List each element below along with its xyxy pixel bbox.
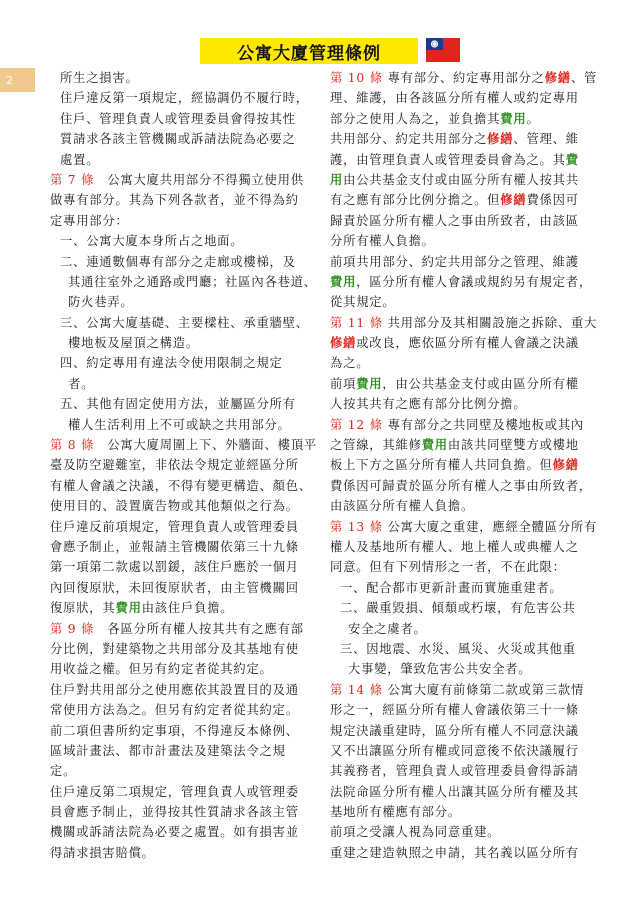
text-line xyxy=(330,578,598,598)
text-segment: 、管理、維 xyxy=(513,132,579,147)
article-number: 第 14 條 xyxy=(330,682,383,697)
text-segment: 有之應有部分比例分擔之。但 xyxy=(330,193,501,208)
highlighted-term: 費用 xyxy=(500,110,527,126)
text-line xyxy=(330,435,598,455)
text-segment: 由該住戶負擔。 xyxy=(141,601,234,616)
text-line xyxy=(330,211,598,231)
text-segment: 權人生活利用上不可或缺之共用部分。 xyxy=(68,417,291,432)
highlighted-term: 修繕 xyxy=(487,131,514,147)
text-line xyxy=(330,822,598,842)
text-segment: 其義務者，管理負責人或管理委員會得訴請 xyxy=(330,764,579,779)
text-segment: 由該共同壁雙方或樓地 xyxy=(447,438,579,453)
text-line xyxy=(330,333,598,353)
text-segment: 費係因可歸責於區分所有權人之事由所致者， xyxy=(330,478,592,493)
highlighted-term: 用 xyxy=(330,171,344,187)
text-segment: 共用部分、約定共用部分之 xyxy=(330,132,488,147)
text-line xyxy=(50,170,308,190)
text-segment: 質請求各該主管機關或訴請法院為必要之 xyxy=(60,132,296,147)
text-segment: 公寓大廈周圍上下、外牆面、樓頂平 xyxy=(94,438,317,453)
text-line xyxy=(50,455,308,475)
text-segment: ，由公共基金支付或由區分所有權 xyxy=(382,376,579,391)
text-segment: 得請求損害賠償。 xyxy=(50,845,155,860)
text-segment: 二、嚴重毀損、傾頹或朽壞，有危害公共 xyxy=(340,601,576,616)
text-line xyxy=(330,129,598,149)
text-line xyxy=(50,292,308,312)
right-text-column xyxy=(330,68,598,863)
article-number: 第 8 條 xyxy=(50,438,95,453)
text-line xyxy=(50,476,312,496)
text-segment: 前項 xyxy=(330,376,357,391)
text-line xyxy=(330,252,598,272)
highlighted-term: 費用 xyxy=(115,600,142,616)
text-segment: 共用部分及其相關設施之拆除、重大 xyxy=(382,315,598,330)
text-line xyxy=(50,761,308,781)
text-segment: 形之一，經區分所有權人會議依第三十一條 xyxy=(330,703,579,718)
text-segment: 分比例，對建築物之共用部分及其基地有使 xyxy=(50,641,299,656)
text-line xyxy=(330,231,598,251)
text-line xyxy=(50,150,308,170)
text-line xyxy=(50,843,308,863)
text-segment: 專有部分、約定專用部分之 xyxy=(382,71,545,85)
highlighted-term: 修繕 xyxy=(552,457,579,473)
text-line xyxy=(50,741,308,761)
text-segment: 五、其他有固定使用方法，並屬區分所有 xyxy=(60,397,296,412)
highlighted-term: 費用 xyxy=(421,437,448,453)
text-line xyxy=(330,680,598,700)
text-line xyxy=(330,496,598,516)
text-line xyxy=(330,109,598,129)
text-segment: 權人及基地所有權人、地上權人或典權人之 xyxy=(330,539,579,554)
highlighted-term: 修繕 xyxy=(500,192,527,208)
text-segment: 第一項第二款處以罰鍰，該住戶應於一個月 xyxy=(50,560,299,575)
text-segment: 住戶違反前項規定，管理負責人或管理委員 xyxy=(50,519,299,534)
text-line xyxy=(330,802,598,822)
text-line xyxy=(50,598,308,618)
text-line xyxy=(50,517,308,537)
text-line xyxy=(50,333,308,353)
text-line xyxy=(50,415,308,435)
text-segment: 防火巷弄。 xyxy=(68,295,134,310)
text-line xyxy=(50,782,308,802)
text-line xyxy=(50,129,308,149)
text-line xyxy=(50,802,308,822)
text-line xyxy=(50,659,308,679)
text-segment: 定專用部分： xyxy=(50,213,129,228)
text-line xyxy=(330,721,598,741)
text-line xyxy=(330,537,598,557)
text-segment: 其通往室外之通路或門廳；社區內各巷道、 xyxy=(68,274,317,289)
text-line xyxy=(50,374,308,394)
article-number: 第 9 條 xyxy=(50,621,95,636)
text-line xyxy=(330,782,598,802)
text-segment: 部分之使用人為之，並負擔其 xyxy=(330,111,501,126)
text-segment: 前二項但書所約定事項，不得違反本條例、 xyxy=(50,723,299,738)
text-line xyxy=(330,659,598,679)
text-segment: 法院命區分所有權人出讓其區分所有權及其 xyxy=(330,784,579,799)
text-line xyxy=(50,109,308,129)
text-segment: 用收益之權。但另有約定者從其約定。 xyxy=(50,662,273,677)
text-segment: 臺及防空避難室，非依法令規定並經區分所 xyxy=(50,458,299,473)
text-line xyxy=(50,680,308,700)
text-line xyxy=(330,150,598,170)
text-line xyxy=(50,435,317,455)
text-line xyxy=(330,190,598,210)
text-segment: 為之。 xyxy=(330,356,370,371)
text-line xyxy=(330,68,598,88)
text-line xyxy=(50,231,308,251)
text-line xyxy=(50,68,308,88)
text-segment: 。 xyxy=(526,111,540,126)
text-segment: 、管 xyxy=(570,71,598,85)
article-number: 第 7 條 xyxy=(50,172,95,187)
text-segment: 三、公寓大廈基礎、主要樑柱、承重牆壁、 xyxy=(60,315,309,330)
text-line xyxy=(330,394,598,414)
highlighted-term: 修繕 xyxy=(330,335,357,351)
text-segment: 四、約定專用有違法令使用限制之規定 xyxy=(60,356,283,371)
text-line xyxy=(330,761,598,781)
text-segment: 歸責於區分所有權人之事由所致者，由該區 xyxy=(330,213,579,228)
highlighted-term: 費用 xyxy=(356,375,383,391)
text-line xyxy=(50,578,308,598)
article-number: 第 11 條 xyxy=(330,315,383,330)
text-segment: 安全之虞者。 xyxy=(348,621,427,636)
text-segment: ，區分所有權人會議或規約另有規定者， xyxy=(356,274,592,289)
text-segment: 內回復原狀，未回復原狀者，由主管機關回 xyxy=(50,580,299,595)
text-segment: 專有部分之共同壁及樓地板或其內 xyxy=(382,417,585,432)
text-segment: 所生之損害。 xyxy=(60,71,139,85)
text-line xyxy=(330,353,598,373)
text-segment: 板上下方之區分所有權人共同負擔。但 xyxy=(330,458,553,473)
text-segment: 大事變，肇致危害公共安全者。 xyxy=(348,662,532,677)
article-number: 第 12 條 xyxy=(330,417,383,432)
text-segment: 樓地板及屋頂之構造。 xyxy=(68,336,199,351)
text-line xyxy=(50,639,308,659)
highlighted-term: 費用 xyxy=(330,273,357,289)
text-segment: 分所有權人負擔。 xyxy=(330,234,435,249)
text-segment: 住戶、管理負責人或管理委員會得按其性 xyxy=(60,111,296,126)
text-segment: 前項之受讓人視為同意重建。 xyxy=(330,825,501,840)
text-segment: 一、配合都市更新計畫而實施重建者。 xyxy=(340,580,563,595)
document-title-banner xyxy=(200,38,418,64)
text-segment: 重建之建造執照之申請，其名義以區分所有 xyxy=(330,845,579,860)
text-line xyxy=(50,353,308,373)
text-segment: 處置。 xyxy=(60,152,100,167)
text-line xyxy=(330,88,598,108)
highlighted-term: 修繕 xyxy=(544,70,571,85)
text-segment: 住戶違反第二項規定，管理負責人或管理委 xyxy=(50,784,299,799)
text-line xyxy=(330,170,598,190)
text-line xyxy=(50,557,308,577)
text-line xyxy=(50,88,308,108)
text-segment: 有權人會議之決議，不得有變更構造、顏色、 xyxy=(50,478,312,493)
text-segment: 區域計畫法、都市計畫法及建築法令之規 xyxy=(50,743,286,758)
text-line xyxy=(330,476,598,496)
text-segment: 公寓大廈共用部分不得獨立使用供 xyxy=(94,172,304,187)
article-number: 第 10 條 xyxy=(330,71,383,85)
text-segment: 理、維護，由各該區分所有權人或約定專用 xyxy=(330,91,579,106)
document-title: 公寓大廈管理條例 xyxy=(237,43,381,64)
text-segment: 定。 xyxy=(50,764,77,779)
text-line xyxy=(330,557,598,577)
left-text-column xyxy=(50,68,317,863)
text-line xyxy=(330,700,598,720)
text-line xyxy=(50,313,308,333)
page-number: 2 xyxy=(6,73,13,87)
text-line xyxy=(330,415,598,435)
text-line xyxy=(50,211,308,231)
text-line xyxy=(50,252,308,272)
text-line xyxy=(330,741,598,761)
text-line xyxy=(330,374,598,394)
text-line xyxy=(330,313,598,333)
text-segment: 住戶對共用部分之使用應依其設置目的及通 xyxy=(50,682,299,697)
text-segment: 公寓大廈之重建，應經全體區分所有 xyxy=(382,519,598,534)
text-line xyxy=(330,455,598,475)
text-line xyxy=(330,598,598,618)
text-segment: 由該區分所有權人負擔。 xyxy=(330,499,475,514)
text-segment: 二、連通數個專有部分之走廊或樓梯，及 xyxy=(60,254,296,269)
text-segment: 由公共基金支付或由區分所有權人按其共 xyxy=(343,172,579,187)
text-segment: 又不出讓區分所有權或同意後不依決議履行 xyxy=(330,743,579,758)
text-line xyxy=(50,822,308,842)
text-segment: 從其規定。 xyxy=(330,295,396,310)
text-segment: 人按其共有之應有部分比例分擔。 xyxy=(330,397,527,412)
text-line xyxy=(330,619,598,639)
text-line xyxy=(50,190,308,210)
highlighted-term: 費 xyxy=(565,151,579,167)
text-line xyxy=(50,496,308,516)
text-segment: 住戶違反第一項規定，經協調仍不履行時， xyxy=(60,91,309,106)
text-segment: 使用目的、設置廣告物或其他類似之行為。 xyxy=(50,499,299,514)
text-segment: 或改良，應依區分所有權人會議之決議 xyxy=(356,336,579,351)
text-line xyxy=(50,272,317,292)
text-segment: 規定決議重建時，區分所有權人不同意決議 xyxy=(330,723,579,738)
text-line xyxy=(330,639,598,659)
text-segment: 機關或訴請法院為必要之處置。如有損害並 xyxy=(50,825,299,840)
text-segment: 前項共用部分、約定共用部分之管理、維護 xyxy=(330,254,579,269)
text-segment: 三、因地震、水災、風災、火災或其他重 xyxy=(340,641,576,656)
article-number: 第 13 條 xyxy=(330,519,383,534)
text-segment: 同意。但有下列情形之一者，不在此限： xyxy=(330,560,566,575)
text-line xyxy=(330,517,598,537)
text-line xyxy=(50,537,308,557)
text-line xyxy=(50,394,308,414)
text-segment: 員會應予制止，並得按其性質請求各該主管 xyxy=(50,805,299,820)
text-segment: 會應予制止，並報請主管機關依第三十九條 xyxy=(50,539,299,554)
text-segment: 各區分所有權人按其共有之應有部 xyxy=(94,621,304,636)
text-line xyxy=(330,272,598,292)
text-line xyxy=(50,700,308,720)
page-number-tab xyxy=(0,68,35,92)
text-line xyxy=(50,721,308,741)
text-segment: 公寓大廈有前條第二款或第三款情 xyxy=(382,682,585,697)
roc-flag-icon xyxy=(426,38,460,62)
text-segment: 基地所有權應有部分。 xyxy=(330,805,461,820)
text-segment: 者。 xyxy=(68,376,95,391)
text-segment: 做專有部分。其為下列各款者，並不得為約 xyxy=(50,193,299,208)
text-segment: 之管線，其維修 xyxy=(330,438,422,453)
text-segment: 一、公寓大廈本身所占之地面。 xyxy=(60,234,244,249)
text-line xyxy=(330,292,598,312)
text-line xyxy=(330,843,598,863)
text-segment: 費係因可 xyxy=(526,193,579,208)
text-segment: 護，由管理負責人或管理委員會為之。其 xyxy=(330,152,566,167)
text-segment: 常使用方法為之。但另有約定者從其約定。 xyxy=(50,703,299,718)
text-line xyxy=(50,619,308,639)
text-segment: 復原狀，其 xyxy=(50,601,116,616)
